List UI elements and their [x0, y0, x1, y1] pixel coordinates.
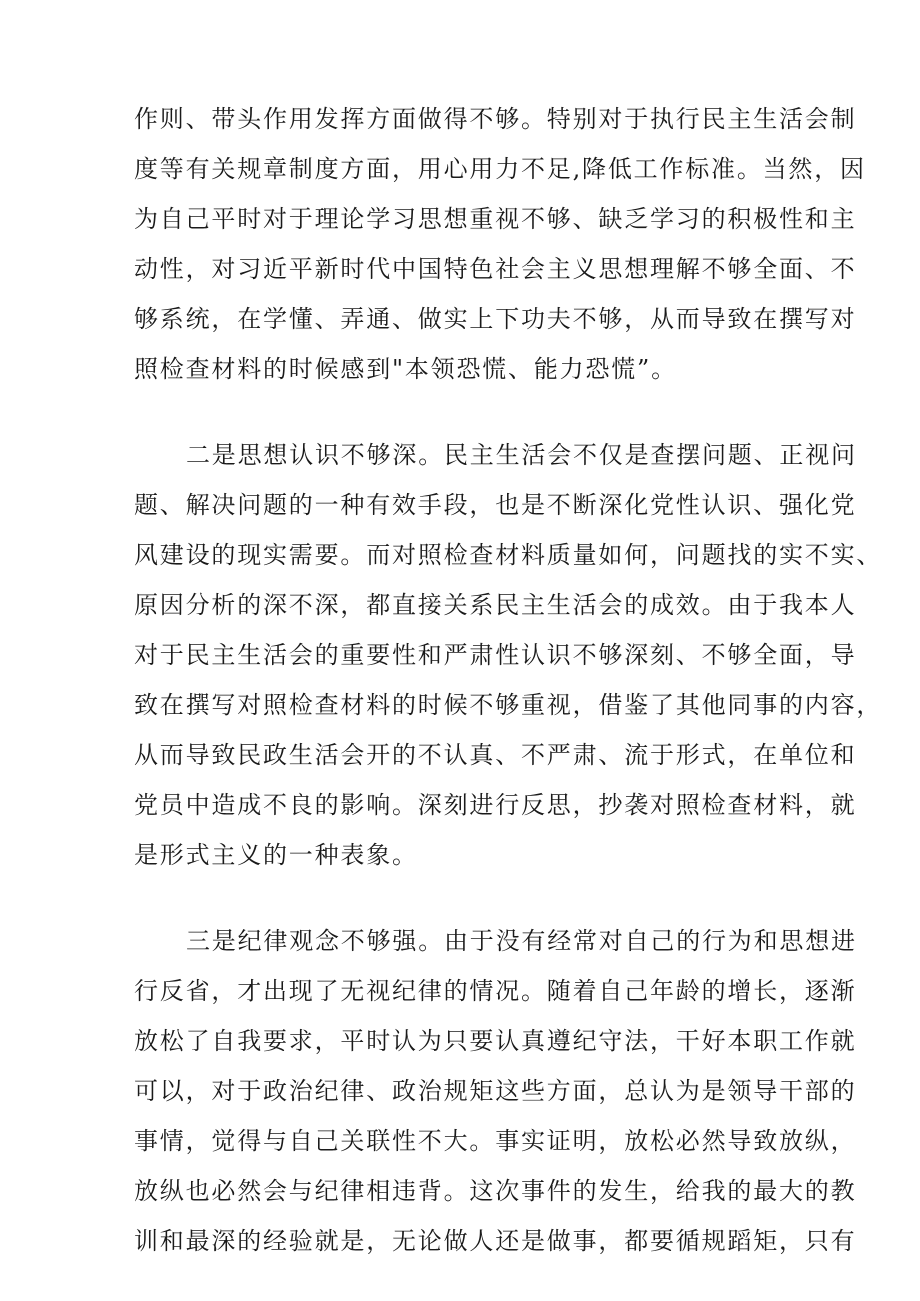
text-line: 从而导致民政生活会开的不认真、不严肃、流于形式，在单位和 [134, 741, 857, 769]
text-line: 放纵也必然会与纪律相违背。这次事件的发生，给我的最大的教 [134, 1177, 857, 1205]
text-line: 党员中造成不良的影响。深刻进行反思，抄袭对照检查材料，就 [134, 791, 857, 819]
text-line: 题、解决问题的一种有效手段，也是不断深化党性认识、强化党 [134, 491, 857, 519]
text-line: 照检查材料的时候感到"本领恐慌、能力恐慌”。 [134, 355, 677, 383]
paragraph-1 [134, 94, 866, 394]
text-line: 三是纪律观念不够强。由于没有经常对自己的行为和思想进 [186, 927, 857, 955]
text-line: 二是思想认识不够深。民主生活会不仅是查摆问题、正视问 [186, 441, 857, 469]
text-line: 为自己平时对于理论学习思想重视不够、缺乏学习的积极性和主 [134, 205, 857, 233]
paragraph-2 [134, 430, 883, 880]
text-line: 作则、带头作用发挥方面做得不够。特别对于执行民主生活会制 [134, 105, 857, 133]
paragraph-3 [134, 916, 857, 1266]
text-line: 原因分析的深不深，都直接关系民主生活会的成效。由于我本人 [134, 591, 857, 619]
text-line: 行反省，才出现了无视纪律的情况。随着自己年龄的增长，逐渐 [134, 977, 857, 1005]
text-line: 训和最深的经验就是，无论做人还是做事，都要循规蹈矩，只有 [134, 1227, 857, 1255]
text-line: 可以，对于政治纪律、政治规矩这些方面，总认为是领导干部的 [134, 1077, 857, 1105]
text-line: 致在撰写对照检查材料的时候不够重视，借鉴了其他同事的内容， [134, 691, 883, 719]
text-line: 对于民主生活会的重要性和严肃性认识不够深刻、不够全面，导 [134, 641, 857, 669]
text-line: 是形式主义的一种表象。 [134, 841, 418, 869]
text-line: 动性，对习近平新时代中国特色社会主义思想理解不够全面、不 [134, 255, 857, 283]
text-line: 够系统，在学懂、弄通、做实上下功夫不够，从而导致在撰写对 [134, 305, 857, 333]
text-line: 风建设的现实需要。而对照检查材料质量如何，问题找的实不实、 [134, 541, 883, 569]
text-line: 度等有关规章制度方面，用心用力不足,降低工作标准。当然，因 [134, 155, 866, 183]
text-line: 放松了自我要求，平时认为只要认真遵纪守法，干好本职工作就 [134, 1027, 857, 1055]
text-line: 事情，觉得与自己关联性不大。事实证明，放松必然导致放纵， [134, 1127, 857, 1155]
